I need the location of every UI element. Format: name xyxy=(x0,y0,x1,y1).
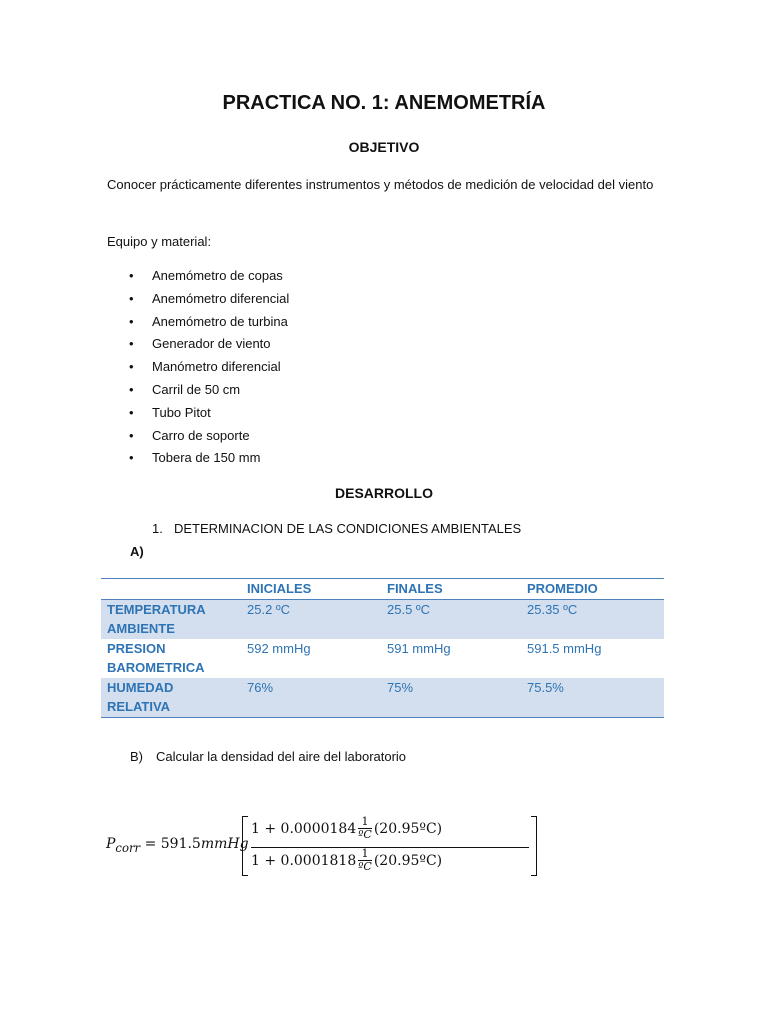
table-cell: 591.5 mmHg xyxy=(527,641,602,656)
bullet-icon: • xyxy=(129,268,134,283)
objective-heading: OBJETIVO xyxy=(348,139,420,155)
section-number: 1. xyxy=(152,521,163,536)
table-cell: 591 mmHg xyxy=(387,641,451,656)
formula-denominator xyxy=(251,848,442,878)
row-label: HUMEDAD RELATIVA xyxy=(101,678,241,718)
list-item: • Generador de viento xyxy=(107,333,289,356)
list-item: • Tubo Pitot xyxy=(107,402,289,425)
row-label: PRESION BAROMETRICA xyxy=(107,641,205,675)
label-b-number: B) xyxy=(130,749,143,764)
table-cell: 76% xyxy=(241,678,381,718)
formula-numerator xyxy=(251,816,442,846)
objective-text: Conocer prácticamente diferentes instrumentos y métodos de medición de velocidad del viento xyxy=(107,177,654,192)
list-item: • Tobera de 150 mm xyxy=(107,447,289,470)
development-heading: DESARROLLO xyxy=(335,485,433,501)
table-cell: 592 mmHg xyxy=(247,641,311,656)
bullet-icon: • xyxy=(129,336,134,352)
header-empty xyxy=(101,579,241,600)
list-item: • Carro de soporte xyxy=(107,425,289,448)
label-b-text: Calcular la densidad del aire del laboratorio xyxy=(156,749,407,764)
list-item: • Manómetro diferencial xyxy=(107,356,289,379)
numerator-start: 1 + 0.0000184 xyxy=(251,820,357,837)
list-item: • Anemómetro diferencial xyxy=(107,288,289,311)
header-finales: FINALES xyxy=(381,579,521,600)
bullet-icon: • xyxy=(129,313,134,329)
temp-term: (20.95ºC) xyxy=(373,820,443,837)
table-cell: 75.5% xyxy=(521,678,664,718)
bullet-icon: • xyxy=(129,290,134,306)
left-bracket xyxy=(242,816,248,876)
formula-symbol: P xyxy=(106,836,116,852)
row-label: TEMPERATURA AMBIENTE xyxy=(101,600,241,640)
list-item: • Anemómetro de copas xyxy=(107,265,289,288)
table-row xyxy=(101,639,664,678)
table-row xyxy=(101,678,664,718)
formula-unit: mmHg xyxy=(200,836,249,852)
list-item: • Anemómetro de turbina xyxy=(107,311,289,334)
formula-lhs xyxy=(106,836,249,855)
bullet-icon: • xyxy=(129,450,134,466)
section-title: DETERMINACION DE LAS CONDICIONES AMBIENTALES xyxy=(174,521,522,536)
temp-term: (20.95ºC) xyxy=(373,852,443,869)
equipment-list xyxy=(107,265,289,470)
list-item: • Carril de 50 cm xyxy=(107,379,289,402)
right-bracket xyxy=(531,816,537,876)
section-1-heading xyxy=(152,521,521,536)
unit-fraction: $\frac{1}{\text{ºC}}$ xyxy=(358,847,372,873)
bullet-icon: • xyxy=(129,404,134,420)
header-promedio: PROMEDIO xyxy=(521,579,664,600)
table-cell: 75% xyxy=(381,678,521,718)
table-cell: 25.35 ºC xyxy=(521,600,664,640)
bullet-icon: • xyxy=(129,427,134,443)
page-title: PRACTICA NO. 1: ANEMOMETRÍA xyxy=(222,92,546,114)
table-cell: 25.2 ºC xyxy=(241,600,381,640)
equipment-heading: Equipo y material: xyxy=(107,234,212,249)
denominator-start: 1 + 0.0001818 xyxy=(251,852,357,869)
unit-fraction: $\frac{1}{\text{ºC}}$ xyxy=(358,815,372,841)
table-header-row xyxy=(101,579,664,600)
ambient-conditions-table xyxy=(101,578,664,718)
formula-subscript: corr xyxy=(115,840,141,855)
table-cell: 25.5 ºC xyxy=(381,600,521,640)
header-iniciales: INICIALES xyxy=(241,579,381,600)
label-a: A) xyxy=(130,544,144,559)
bullet-icon: • xyxy=(129,381,134,397)
formula-value: = 591.5 xyxy=(140,836,201,852)
bullet-icon: • xyxy=(129,359,134,375)
table-row xyxy=(101,600,664,640)
label-b xyxy=(130,749,406,764)
